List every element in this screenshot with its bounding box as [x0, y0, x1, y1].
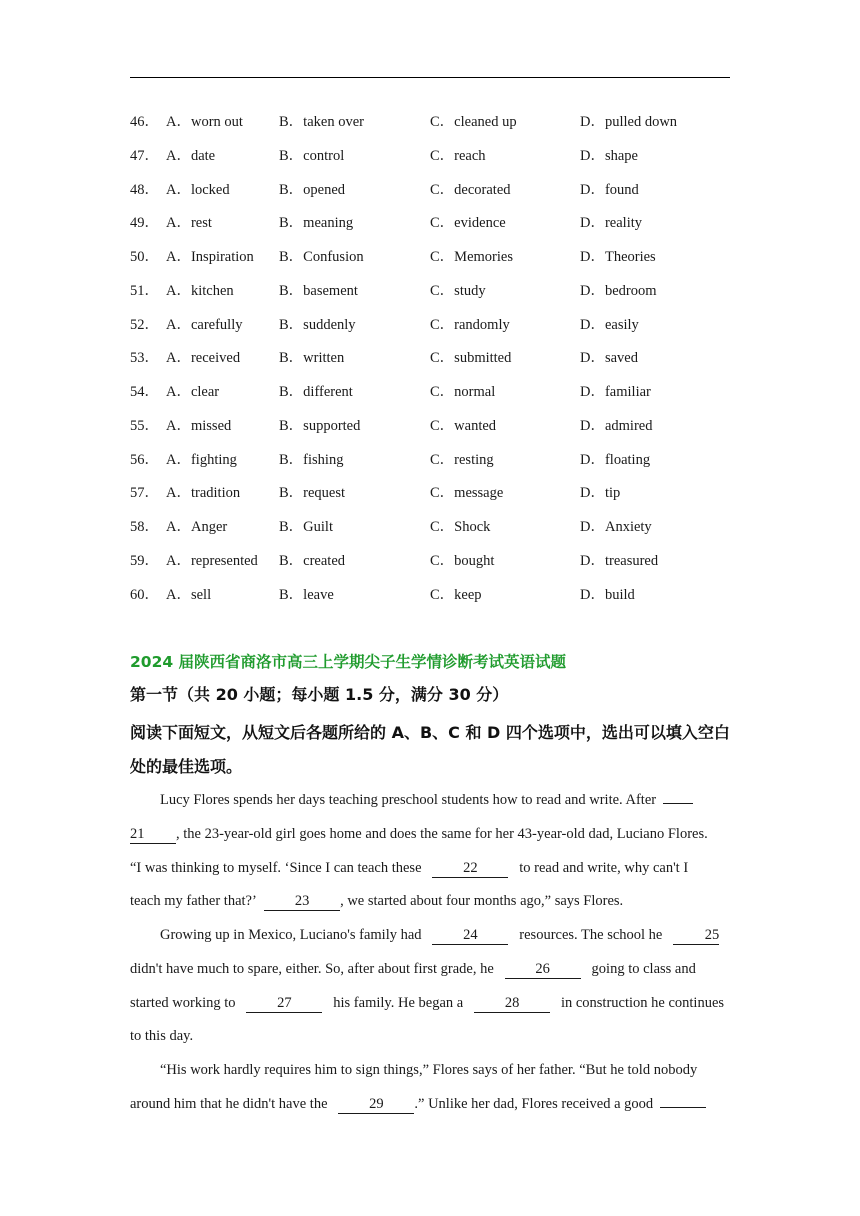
- option-d: D．saved: [580, 350, 638, 367]
- passage: [130, 784, 740, 1122]
- option-d: D．reality: [580, 215, 643, 232]
- option-a: A．date: [166, 147, 216, 164]
- option-b: B．basement: [279, 282, 358, 299]
- option-a: A．clear: [166, 384, 220, 400]
- passage-line: “I was thinking to myself. ‘Since I can teach these 22 to read and write, why can't I: [130, 859, 689, 876]
- question-number: 58．: [130, 519, 159, 535]
- option-row: [130, 110, 750, 144]
- option-row: [130, 313, 750, 347]
- passage-line: Growing up in Mexico, Luciano's family had 24 resources. The school he 25: [160, 927, 720, 943]
- option-row: [130, 481, 750, 515]
- option-d: D．admired: [580, 417, 653, 434]
- passage-line: “His work hardly requires him to sign things,” Flores says of her father. “But he told nobody: [160, 1062, 698, 1078]
- option-list: [130, 110, 750, 616]
- option-d: D．floating: [580, 451, 651, 468]
- option-b: B．opened: [279, 181, 346, 198]
- question-number: 50．: [130, 249, 159, 265]
- option-b: B．taken over: [279, 114, 364, 130]
- option-b: B．written: [279, 350, 345, 367]
- question-number: 47．: [130, 147, 159, 164]
- question-number: 59．: [130, 552, 159, 569]
- option-c: C．message: [430, 485, 504, 502]
- option-c: C．wanted: [430, 417, 497, 434]
- option-b: B．request: [279, 485, 346, 502]
- option-d: D．tip: [580, 485, 621, 502]
- option-d: D．treasured: [580, 552, 659, 569]
- option-d: D．familiar: [580, 384, 651, 400]
- passage-line: around him that he didn't have the 29 .” Unlike her dad, Flores received a good: [130, 1088, 740, 1122]
- passage-line: Lucy Flores spends her days teaching preschool students how to read and write. After: [130, 784, 740, 818]
- blank-28: 28: [474, 994, 550, 1013]
- option-b: B．fishing: [279, 451, 344, 468]
- option-d: D．Anxiety: [580, 519, 652, 535]
- question-number: 60．: [130, 586, 159, 603]
- option-a: A．carefully: [166, 316, 243, 333]
- option-a: A．received: [166, 350, 241, 367]
- option-row: [130, 448, 750, 482]
- option-row: [130, 211, 750, 245]
- question-number: 49．: [130, 215, 159, 232]
- option-d: D．easily: [580, 316, 639, 333]
- question-number: 56．: [130, 451, 159, 468]
- question-number: 53．: [130, 350, 159, 367]
- option-row: [130, 178, 750, 212]
- option-b: B．Confusion: [279, 249, 364, 265]
- option-a: A．Inspiration: [166, 249, 254, 265]
- option-row: [130, 549, 750, 583]
- header-rule: [130, 77, 730, 78]
- option-row: [130, 346, 750, 380]
- option-c: C．evidence: [430, 215, 506, 232]
- blank-26: 26: [505, 960, 581, 979]
- blank-23: 23: [264, 892, 340, 911]
- option-d: D．shape: [580, 147, 638, 164]
- option-row: [130, 279, 750, 313]
- option-a: A．rest: [166, 215, 212, 232]
- option-d: D．Theories: [580, 249, 656, 265]
- option-b: B．supported: [279, 417, 361, 434]
- option-c: C．normal: [430, 384, 496, 400]
- option-c: C．Memories: [430, 249, 513, 265]
- question-number: 55．: [130, 417, 159, 434]
- option-c: C．submitted: [430, 350, 512, 367]
- option-a: A．kitchen: [166, 282, 234, 299]
- option-a: A．tradition: [166, 485, 241, 502]
- option-d: D．bedroom: [580, 282, 657, 299]
- question-number: 48．: [130, 181, 159, 198]
- option-d: D．found: [580, 181, 639, 198]
- blank-27: 27: [246, 994, 322, 1013]
- question-number: 52．: [130, 316, 159, 333]
- option-c: C．bought: [430, 552, 495, 569]
- blank-21-start: [663, 803, 693, 804]
- question-number: 54．: [130, 384, 159, 400]
- option-a: A．fighting: [166, 451, 237, 468]
- option-a: A．missed: [166, 417, 232, 434]
- option-row: [130, 515, 750, 549]
- option-c: C．reach: [430, 147, 486, 164]
- option-b: B．suddenly: [279, 316, 356, 333]
- option-b: B．leave: [279, 586, 334, 603]
- option-a: A．locked: [166, 181, 230, 198]
- option-b: B．Guilt: [279, 519, 333, 535]
- blank-29: 29: [338, 1095, 414, 1114]
- option-c: C．Shock: [430, 519, 491, 535]
- option-a: A．sell: [166, 586, 212, 603]
- option-b: B．created: [279, 552, 346, 569]
- passage-line: to this day.: [130, 1028, 194, 1045]
- option-a: A．Anger: [166, 519, 228, 535]
- blank-24: 24: [432, 926, 508, 945]
- option-row: [130, 583, 750, 617]
- passage-line: started working to 27 his family. He began a 28 in construction he continues: [130, 994, 725, 1011]
- passage-line: 21 , the 23-year-old girl goes home and does the same for her 43-year-old dad, Luciano Flores.: [130, 825, 708, 842]
- option-c: C．resting: [430, 451, 494, 468]
- option-c: C．study: [430, 282, 486, 299]
- option-c: C．decorated: [430, 181, 511, 198]
- option-row: [130, 144, 750, 178]
- passage-line: teach my father that?’ 23 , we started about four months ago,” says Flores.: [130, 893, 624, 910]
- option-row: [130, 380, 750, 414]
- question-number: 51．: [130, 282, 159, 299]
- option-row: [130, 414, 750, 448]
- option-b: B．control: [279, 147, 345, 164]
- question-number: 57．: [130, 485, 159, 502]
- instructions: 阅读下面短文，从短文后各题所给的 A、B、C 和 D 四个选项中，选出可以填入空白处的最佳选项。: [130, 723, 730, 776]
- passage-line: didn't have much to spare, either. So, after about first grade, he 26 going to class and: [130, 960, 696, 977]
- option-c: C．keep: [430, 586, 482, 603]
- question-number: 46．: [130, 114, 159, 130]
- option-a: A．worn out: [166, 114, 243, 130]
- blank-30-start: [660, 1107, 706, 1108]
- option-b: B．different: [279, 384, 353, 400]
- option-a: A．represented: [166, 552, 258, 569]
- option-c: C．cleaned up: [430, 114, 517, 130]
- option-row: [130, 245, 750, 279]
- blank-21: 21: [130, 825, 176, 844]
- option-b: B．meaning: [279, 215, 354, 232]
- exam-title: 2024 届陕西省商洛市高三上学期尖子生学情诊断考试英语试题: [130, 653, 567, 671]
- section-title: 第一节（共 20 小题；每小题 1.5 分，满分 30 分）: [130, 685, 509, 704]
- option-d: D．pulled down: [580, 114, 678, 130]
- option-d: D．build: [580, 586, 635, 603]
- blank-25: 25: [673, 926, 719, 945]
- option-c: C．randomly: [430, 316, 510, 333]
- blank-22: 22: [432, 859, 508, 878]
